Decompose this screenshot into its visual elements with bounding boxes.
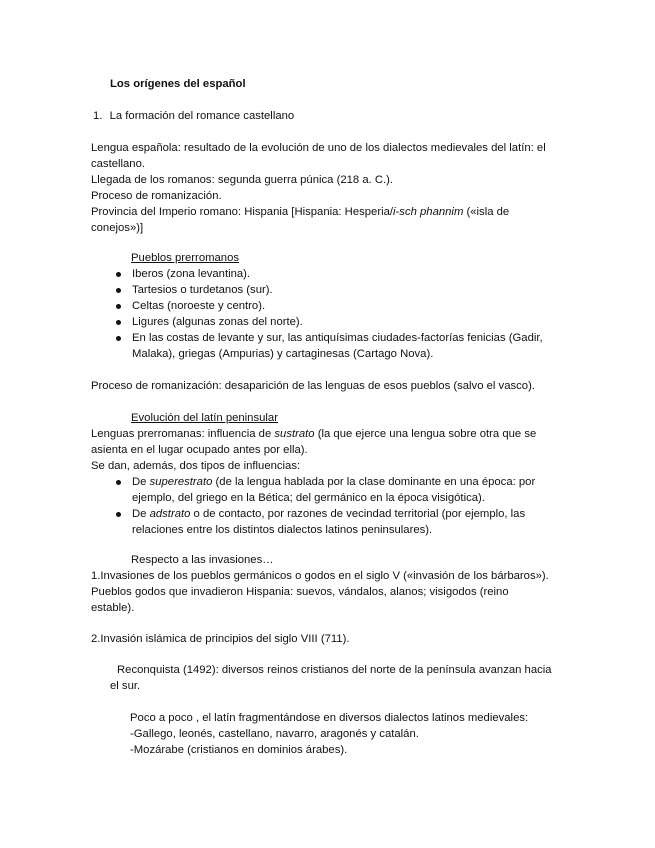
sustrato-term: sustrato (274, 428, 315, 440)
intro-line-1: Lengua española: resultado de la evolución de uno de los dialectos medievales del latín: el (91, 142, 546, 154)
list-item: Tartesios o turdetanos (sur). (114, 282, 543, 298)
romanizacion-line: Proceso de romanización: desaparición de las lenguas de esos pueblos (salvo el vasco). (91, 380, 535, 392)
intro-line-6: conejos»)] (91, 222, 144, 234)
influencias-list (114, 474, 535, 538)
evolucion-line-2: asienta en el lugar ocupado antes por ella). (91, 444, 308, 456)
invasiones-p1-line-2: Pueblos godos que invadieron Hispania: suevos, vándalos, alanos; visigodos (reino (91, 586, 509, 598)
intro-line-4: Proceso de romanización. (91, 190, 222, 202)
prerromanos-list (114, 266, 543, 362)
invasiones-p1-line-1: 1.Invasiones de los pueblos germánicos o godos en el siglo V («invasión de los bárbaros»). (91, 570, 549, 582)
invasiones-heading: Respecto a las invasiones… (131, 554, 274, 566)
section-1-title: La formación del romance castellano (109, 110, 295, 122)
hispania-text: Provincia del Imperio romano: Hispania [Hispania: Hesperia/ (91, 206, 394, 218)
list-item: En las costas de levante y sur, las antiquísimas ciudades-factorías fenicias (Gadir, Malaka), griegas (Ampurias) y cartaginesas (Cartago Nova). (114, 330, 543, 362)
poco-line-1: Poco a poco , el latín fragmentándose en diversos dialectos latinos medievales: (130, 712, 529, 724)
section-1-heading (93, 108, 294, 124)
evolucion-heading: Evolución del latín peninsular (131, 412, 278, 424)
intro-line-3: Llegada de los romanos: segunda guerra púnica (218 a. C.). (91, 174, 394, 186)
poco-line-3: -Mozárabe (cristianos en dominios árabes). (130, 744, 348, 756)
poco-line-2: -Gallego, leonés, castellano, navarro, aragonés y catalán. (130, 728, 419, 740)
hispania-etymology: i-sch phannim (393, 206, 464, 218)
hispania-meaning: («isla de (463, 206, 510, 218)
superestrato-term: superestrato (149, 476, 213, 488)
evolucion-line-3: Se dan, además, dos tipos de influencias: (91, 460, 301, 472)
evolucion-line-1: Lenguas prerromanas: influencia de sustrato (la que ejerce una lengua sobre otra que se (91, 428, 537, 440)
invasiones-p1-line-3: estable). (91, 602, 135, 614)
reconquista-line-1: Reconquista (1492): diversos reinos cristianos del norte de la península avanzan hacia (117, 664, 552, 676)
invasiones-p2: 2.Invasión islámica de principios del siglo VIII (711). (91, 633, 350, 645)
prerromanos-heading: Pueblos prerromanos (131, 252, 240, 264)
list-item: Iberos (zona levantina). (114, 266, 543, 282)
intro-line-2: castellano. (91, 158, 146, 170)
document-title: Los orígenes del español (110, 78, 246, 90)
section-1-number: 1. (93, 110, 103, 122)
list-item: De adstrato o de contacto, por razones de vecindad territorial (por ejemplo, las relaciones entre los distintos dialectos latinos peninsulares). (114, 506, 535, 538)
intro-line-5 (91, 204, 509, 220)
list-item: Celtas (noroeste y centro). (114, 298, 543, 314)
list-item: De superestrato (de la lengua hablada por la clase dominante en una época: por ejemplo, del griego en la Bética; del germánico en la época visigótica). (114, 474, 535, 506)
adstrato-term: adstrato (149, 508, 191, 520)
reconquista-line-2: el sur. (110, 680, 141, 692)
list-item: Ligures (algunas zonas del norte). (114, 314, 543, 330)
